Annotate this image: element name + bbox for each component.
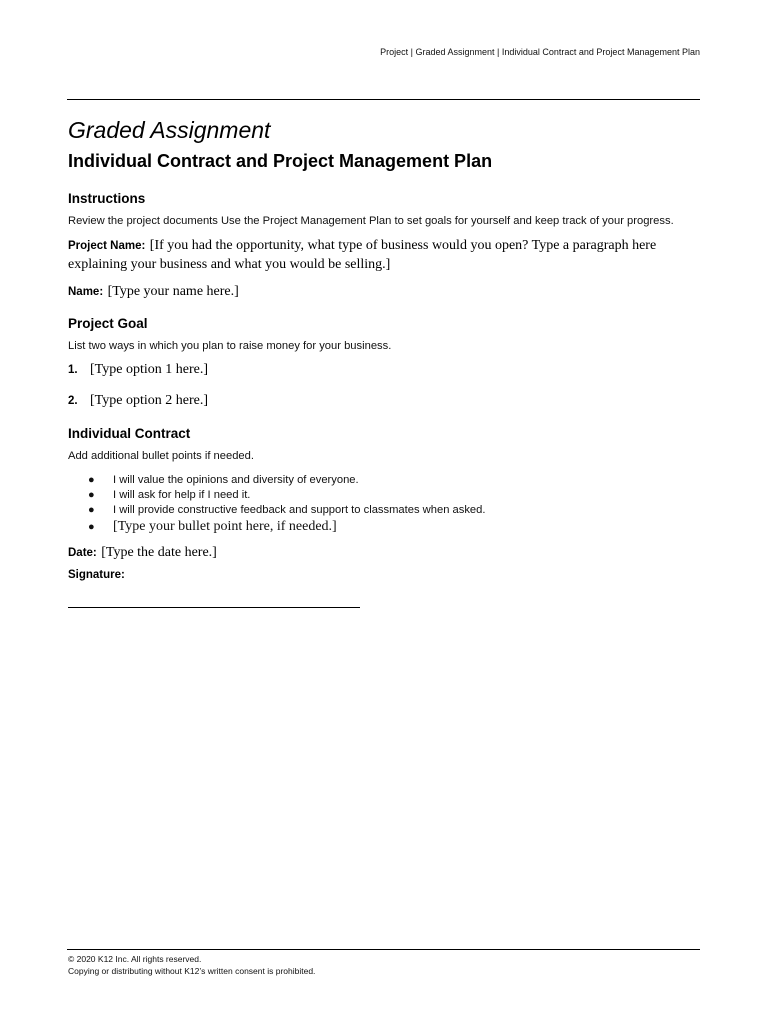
page-subtitle: Individual Contract and Project Management Plan	[68, 151, 493, 171]
bullet-text: I will provide constructive feedback and support to classmates when asked.	[113, 504, 486, 516]
footer-divider	[67, 949, 700, 950]
name-value[interactable]: [Type your name here.]	[107, 284, 239, 299]
individual-contract-heading: Individual Contract	[68, 426, 191, 441]
date-label: Date:	[68, 547, 97, 559]
goal-option-number: 1.	[68, 364, 78, 376]
goal-option-value[interactable]: [Type option 1 here.]	[90, 362, 208, 377]
goal-option-1[interactable]	[68, 361, 700, 379]
signature-line[interactable]	[68, 607, 360, 608]
project-name-value[interactable]: [If you had the opportunity, what type of business would you open? Type a paragraph here explaining your business and what you would be selling.]	[68, 238, 657, 272]
contract-bullet-list	[68, 473, 700, 536]
date-field[interactable]	[68, 543, 700, 562]
goal-option-number: 2.	[68, 395, 78, 407]
instructions-text: Review the project documents Use the Project Management Plan to set goals for yourself and keep track of your progress.	[68, 215, 674, 227]
running-header: Project | Graded Assignment | Individual Contract and Project Management Plan	[380, 47, 700, 57]
copyright-text: © 2020 K12 Inc. All rights reserved.	[68, 954, 202, 964]
instructions-heading: Instructions	[68, 191, 146, 206]
date-value[interactable]: [Type the date here.]	[101, 545, 217, 560]
project-name-field[interactable]	[68, 236, 700, 274]
project-goal-heading: Project Goal	[68, 316, 148, 331]
name-label: Name:	[68, 286, 104, 298]
header-divider	[67, 99, 700, 100]
individual-contract-text: Add additional bullet points if needed.	[68, 450, 254, 462]
bullet-placeholder-value[interactable]: [Type your bullet point here, if needed.]	[113, 519, 337, 534]
project-name-label: Project Name:	[68, 240, 146, 252]
list-item	[68, 503, 700, 518]
signature-label: Signature:	[68, 569, 125, 581]
goal-option-2[interactable]	[68, 392, 700, 410]
document-body	[68, 115, 700, 608]
bullet-icon: ●	[88, 504, 95, 516]
bullet-text: I will ask for help if I need it.	[113, 489, 251, 501]
bullet-icon: ●	[88, 474, 95, 486]
project-goal-text: List two ways in which you plan to raise money for your business.	[68, 340, 392, 352]
page-footer	[68, 953, 315, 977]
list-item	[68, 473, 700, 488]
page-title: Graded Assignment	[68, 117, 271, 143]
bullet-text: I will value the opinions and diversity of everyone.	[113, 474, 359, 486]
copyright-notice: Copying or distributing without K12’s written consent is prohibited.	[68, 966, 316, 976]
list-item[interactable]	[68, 518, 700, 536]
list-item	[68, 488, 700, 503]
bullet-icon: ●	[88, 489, 95, 501]
bullet-icon: ●	[88, 521, 95, 533]
goal-option-value[interactable]: [Type option 2 here.]	[90, 393, 208, 408]
name-field[interactable]	[68, 282, 700, 301]
